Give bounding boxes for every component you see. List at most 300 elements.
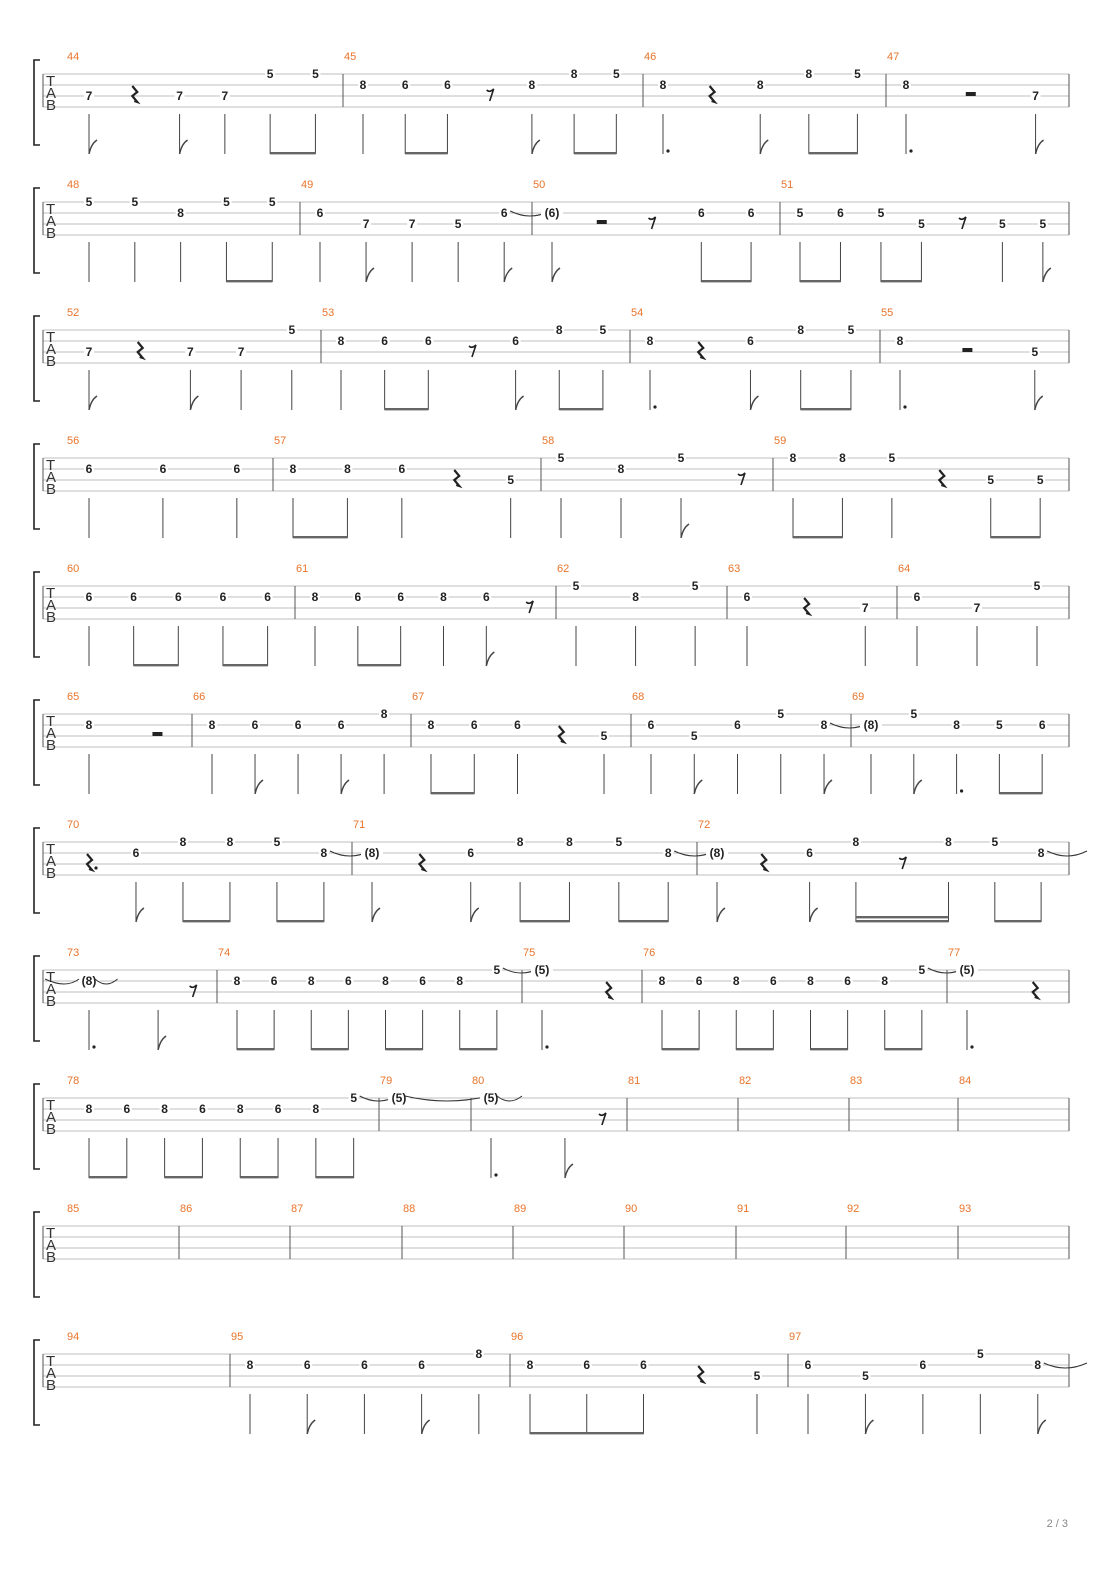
measure-number: 69 [852, 691, 865, 703]
fret-number: 8 [852, 835, 860, 849]
fret-number: 6 [500, 206, 508, 220]
note-beam [881, 280, 921, 282]
fret-number: 6 [85, 462, 93, 476]
fret-number: 5 [85, 195, 93, 209]
fret-number: 6 [397, 590, 405, 604]
measure [511, 1331, 762, 1434]
fret-number: 6 [514, 718, 521, 732]
tie-arc [1044, 1363, 1087, 1368]
fret-number: 6 [264, 590, 271, 604]
fret-number: 7 [408, 217, 416, 231]
dot [545, 1045, 548, 1048]
eighth-rest [487, 89, 494, 101]
note-beam [385, 1048, 422, 1050]
fret-number: 6 [419, 974, 426, 988]
measure [898, 563, 1042, 666]
fret-number: 8 [839, 451, 846, 465]
system-bracket [34, 60, 40, 145]
eighth-rest [526, 601, 533, 613]
eighth-rest [899, 857, 906, 869]
quarter-rest [454, 470, 459, 486]
fret-number: 8 [555, 323, 563, 337]
measure-number: 91 [737, 1203, 750, 1215]
measure-number: 67 [412, 691, 425, 703]
measure-number: 74 [218, 947, 231, 959]
note-beam [662, 1048, 699, 1050]
measure [67, 1331, 79, 1343]
quarter-rest [1033, 982, 1038, 998]
measure [67, 563, 273, 666]
quarter-rest [87, 854, 92, 870]
fret-number: 6 [770, 974, 777, 988]
fret-number: 5 [557, 451, 565, 465]
dot [494, 1173, 497, 1176]
fret-number: 8 [945, 835, 952, 849]
note-beam [134, 664, 179, 666]
measure-number: 72 [698, 819, 711, 831]
note-flag [681, 524, 689, 538]
eighth-rest [738, 473, 745, 485]
note-flag [1038, 1420, 1046, 1434]
fret-number: 8 [756, 78, 764, 92]
eighth-rest [959, 217, 966, 229]
fret-number: 8 [805, 67, 813, 81]
tab-clef-letter: B [46, 97, 57, 114]
fret-number: 8 [516, 835, 524, 849]
fret-number: 5 [131, 195, 139, 209]
dot [92, 1045, 95, 1048]
tab-clef-letter: B [46, 225, 57, 242]
note-beam [270, 152, 315, 154]
note-beam [793, 536, 842, 538]
fret-number: 8 [820, 718, 828, 732]
fret-number: 8 [528, 78, 536, 92]
tab-clef-letter: B [46, 1377, 57, 1394]
measure [67, 307, 297, 410]
dot [94, 866, 97, 869]
measure-number: 76 [643, 947, 656, 959]
measure-number: 44 [67, 51, 80, 63]
note-beam [431, 792, 474, 794]
note-beam [226, 280, 272, 282]
fret-number: 5 [854, 67, 861, 81]
measure-number: 90 [625, 1203, 638, 1215]
fret-number: 7 [187, 345, 194, 359]
note-beam [240, 1176, 278, 1178]
measure-number: 95 [231, 1331, 244, 1343]
tab-clef-letter: B [46, 993, 57, 1010]
fret-number: 6 [583, 1358, 591, 1372]
measure-number: 79 [380, 1075, 393, 1087]
measure [291, 1203, 303, 1215]
tab-clef-letter: B [46, 481, 57, 498]
half-rest [152, 732, 162, 736]
fret-number: (5) [534, 963, 550, 977]
fret-number: 8 [320, 846, 328, 860]
fret-number: 7 [85, 345, 93, 359]
note-flag [1036, 140, 1044, 154]
tab-clef-letter: A [46, 981, 57, 998]
eighth-rest [649, 217, 656, 229]
fret-number: 6 [345, 974, 352, 988]
note-flag [372, 908, 380, 922]
measure-number: 71 [353, 819, 366, 831]
tab-system [34, 179, 1069, 282]
note-beam [223, 664, 268, 666]
tie-arc [1047, 851, 1087, 856]
eighth-rest [599, 1113, 606, 1125]
measure [231, 1331, 484, 1434]
fret-number: 5 [888, 451, 896, 465]
measure-number: 49 [301, 179, 314, 191]
measure-number: 45 [344, 51, 357, 63]
fret-number: 8 [896, 334, 904, 348]
quarter-rest [939, 470, 944, 486]
measure-number: 92 [847, 1203, 860, 1215]
note-beam [801, 408, 851, 410]
measure [274, 435, 516, 538]
measure [45, 947, 197, 1050]
note-beam [405, 152, 447, 154]
tab-clef-letter: A [46, 1109, 57, 1126]
fret-number: 5 [600, 729, 608, 743]
fret-number: 5 [266, 67, 274, 81]
measure [881, 307, 1043, 410]
fret-number: 8 [475, 1347, 483, 1361]
fret-number: 6 [270, 974, 278, 988]
note-beam [358, 664, 401, 666]
tab-clef-letter: T [46, 1097, 56, 1114]
fret-number: (8) [364, 846, 380, 860]
measure-number: 96 [511, 1331, 524, 1343]
measure-number: 47 [887, 51, 900, 63]
quarter-rest [138, 342, 143, 358]
note-beam [316, 1176, 354, 1178]
measure-number: 64 [898, 563, 911, 575]
dot [960, 789, 963, 792]
fret-number: 6 [806, 846, 813, 860]
system-bracket [34, 188, 40, 273]
measure [948, 947, 1038, 1050]
tab-system [34, 563, 1069, 666]
fret-number: 6 [316, 206, 324, 220]
measure [632, 691, 869, 794]
tab-system [34, 307, 1069, 410]
fret-number: 6 [174, 590, 182, 604]
fret-number: (5) [391, 1091, 407, 1105]
tie-arc [405, 1096, 489, 1101]
note-beam [311, 1048, 348, 1050]
note-beam [701, 280, 751, 282]
tab-clef-letter: A [46, 1237, 57, 1254]
fret-number: 7 [85, 89, 93, 103]
half-rest [597, 220, 607, 224]
measure-number: 75 [523, 947, 536, 959]
measure-number: 54 [631, 307, 644, 319]
measure-number: 59 [774, 435, 787, 447]
fret-number: 6 [743, 590, 751, 604]
tab-system [34, 1331, 1087, 1434]
fret-number: 5 [996, 718, 1003, 732]
fret-number: 5 [796, 206, 804, 220]
fret-number: 5 [862, 1369, 869, 1383]
fret-number: 7 [861, 601, 869, 615]
tab-clef-letter: A [46, 469, 57, 486]
fret-number: 8 [456, 974, 464, 988]
note-flag [750, 396, 758, 410]
measure [774, 435, 1045, 538]
fret-number: 8 [427, 718, 435, 732]
note-flag [422, 1420, 430, 1434]
fret-number: 6 [470, 718, 478, 732]
fret-number: 5 [223, 195, 230, 209]
fret-number: 5 [1033, 579, 1041, 593]
measure-number: 57 [274, 435, 287, 447]
note-beam [237, 1048, 274, 1050]
fret-number: 8 [233, 974, 241, 988]
quarter-rest [761, 854, 766, 870]
system-bracket [34, 316, 40, 401]
fret-number: 5 [350, 1091, 358, 1105]
fret-number: 8 [659, 78, 667, 92]
fret-number: (5) [483, 1091, 499, 1105]
note-flag [552, 268, 560, 282]
measure-number: 85 [67, 1203, 80, 1215]
note-flag [760, 140, 768, 154]
fret-number: 6 [467, 846, 475, 860]
measure [67, 691, 162, 794]
tab-clef-letter: A [46, 341, 57, 358]
measure [625, 1203, 637, 1215]
measure-number: 82 [739, 1075, 752, 1087]
tab-clef-letter: A [46, 213, 57, 230]
measure [644, 51, 862, 154]
fret-number: 8 [797, 323, 805, 337]
fret-number: 6 [747, 334, 754, 348]
fret-number: 6 [381, 334, 388, 348]
fret-number: 5 [753, 1369, 761, 1383]
measure-number: 60 [67, 563, 80, 575]
system-bracket [34, 700, 40, 785]
fret-number: 8 [177, 206, 184, 220]
fret-number: 8 [236, 1102, 244, 1116]
measure [698, 819, 1087, 922]
quarter-rest [710, 86, 715, 102]
note-flag [180, 140, 188, 154]
note-flag [255, 780, 263, 794]
measure-number: 68 [632, 691, 645, 703]
measure [218, 947, 540, 1050]
fret-number: 8 [85, 718, 93, 732]
tab-clef-letter: T [46, 1225, 56, 1242]
measure [523, 947, 611, 1050]
fret-number: 8 [312, 1102, 320, 1116]
fret-number: 6 [294, 718, 302, 732]
note-beam [810, 1048, 847, 1050]
fret-number: 6 [85, 590, 93, 604]
fret-number: 8 [566, 835, 573, 849]
fret-number: 8 [311, 590, 319, 604]
fret-number: 6 [251, 718, 259, 732]
fret-number: 6 [130, 590, 137, 604]
tab-system [34, 435, 1069, 538]
measure [67, 435, 242, 538]
measure [959, 1075, 971, 1087]
fret-number: 5 [1036, 473, 1044, 487]
tab-clef-letter: T [46, 457, 56, 474]
measure [301, 179, 550, 282]
quarter-rest [559, 726, 564, 742]
fret-number: 8 [382, 974, 389, 988]
measure-number: 65 [67, 691, 80, 703]
fret-number: 8 [953, 718, 960, 732]
fret-number: 5 [572, 579, 580, 593]
tab-system [34, 1075, 1069, 1178]
note-flag [810, 908, 818, 922]
fret-number: 8 [359, 78, 367, 92]
note-beam [800, 280, 840, 282]
measure [412, 691, 609, 794]
fret-number: 6 [418, 1358, 425, 1372]
fret-number: 6 [132, 846, 140, 860]
dot [666, 149, 669, 152]
fret-number: 5 [493, 963, 501, 977]
fret-number: 8 [208, 718, 216, 732]
fret-number: 5 [1039, 217, 1047, 231]
fret-number: 5 [615, 835, 623, 849]
system-bracket [34, 1084, 40, 1169]
measure [887, 51, 1044, 154]
fret-number: 7 [362, 217, 370, 231]
fret-number: 6 [398, 462, 406, 476]
fret-number: 8 [1037, 846, 1045, 860]
tab-clef-letter: B [46, 1249, 57, 1266]
fret-number: 5 [691, 579, 699, 593]
measure [67, 819, 370, 922]
fret-number: 5 [918, 963, 926, 977]
fret-number: 6 [913, 590, 921, 604]
measure [353, 819, 715, 922]
measure-number: 46 [644, 51, 657, 63]
fret-number: 5 [454, 217, 462, 231]
measure-number: 89 [514, 1203, 527, 1215]
tab-clef-letter: B [46, 1121, 57, 1138]
fret-number: 6 [734, 718, 741, 732]
system-bracket [34, 572, 40, 657]
note-flag [694, 780, 702, 794]
fret-number: 5 [918, 217, 925, 231]
fret-number: 7 [1032, 89, 1039, 103]
tab-system [34, 51, 1069, 154]
fret-number: 6 [482, 590, 490, 604]
fret-number: 6 [647, 718, 655, 732]
system-bracket [34, 1340, 40, 1425]
quarter-rest [698, 342, 703, 358]
quarter-rest [804, 598, 809, 614]
measure-number: 61 [296, 563, 309, 575]
measure [789, 1331, 1087, 1434]
quarter-rest [132, 86, 137, 102]
fret-number: 6 [424, 334, 432, 348]
eighth-rest [469, 345, 476, 357]
measure-number: 63 [728, 563, 741, 575]
note-flag [158, 1036, 166, 1050]
note-flag [824, 780, 832, 794]
measure-number: 48 [67, 179, 80, 191]
measure-number: 84 [959, 1075, 972, 1087]
measure-number: 94 [67, 1331, 80, 1343]
tab-clef-letter: T [46, 713, 56, 730]
measure [850, 1075, 862, 1087]
note-flag [366, 268, 374, 282]
note-flag [1035, 396, 1043, 410]
tab-system [34, 819, 1087, 922]
eighth-rest [190, 985, 197, 997]
note-beam [995, 920, 1041, 922]
measure-number: 83 [850, 1075, 863, 1087]
fret-number: 8 [161, 1102, 168, 1116]
fret-number: 5 [999, 217, 1006, 231]
note-beam [736, 1048, 773, 1050]
note-flag [717, 908, 725, 922]
tab-clef-letter: A [46, 85, 57, 102]
measure [533, 179, 756, 282]
measure [739, 1075, 751, 1087]
fret-number: 8 [85, 1102, 93, 1116]
note-flag [1043, 268, 1051, 282]
system-bracket [34, 1212, 40, 1297]
measure-number: 88 [403, 1203, 416, 1215]
fret-number: 6 [159, 462, 167, 476]
fret-number: 6 [747, 206, 755, 220]
note-flag [914, 780, 922, 794]
measure [852, 691, 1047, 794]
note-flag [865, 1420, 873, 1434]
fret-number: 8 [289, 462, 297, 476]
measure [631, 307, 856, 410]
measure [472, 1075, 606, 1178]
note-flag [136, 908, 144, 922]
note-beam [89, 1176, 127, 1178]
note-flag [565, 1164, 573, 1178]
note-flag [516, 396, 524, 410]
fret-number: 8 [732, 974, 740, 988]
measure [180, 1203, 192, 1215]
fret-number: 6 [804, 1358, 812, 1372]
note-beam [183, 920, 230, 922]
dot [903, 405, 906, 408]
tab-clef-letter: T [46, 73, 56, 90]
fret-number: 5 [312, 67, 319, 81]
measure-number: 52 [67, 307, 80, 319]
fret-number: 5 [677, 451, 685, 465]
fret-number: 5 [690, 729, 698, 743]
measure [67, 1203, 79, 1215]
fret-number: 5 [273, 835, 281, 849]
fret-number: 5 [612, 67, 620, 81]
fret-number: 7 [237, 345, 245, 359]
fret-number: 8 [617, 462, 625, 476]
measure-number: 70 [67, 819, 80, 831]
note-flag [307, 1420, 315, 1434]
fret-number: 8 [646, 334, 654, 348]
fret-number: 5 [910, 707, 918, 721]
fret-number: 6 [274, 1102, 282, 1116]
note-flag [341, 780, 349, 794]
tab-clef-letter: T [46, 585, 56, 602]
measure [737, 1203, 749, 1215]
half-rest [962, 348, 972, 352]
